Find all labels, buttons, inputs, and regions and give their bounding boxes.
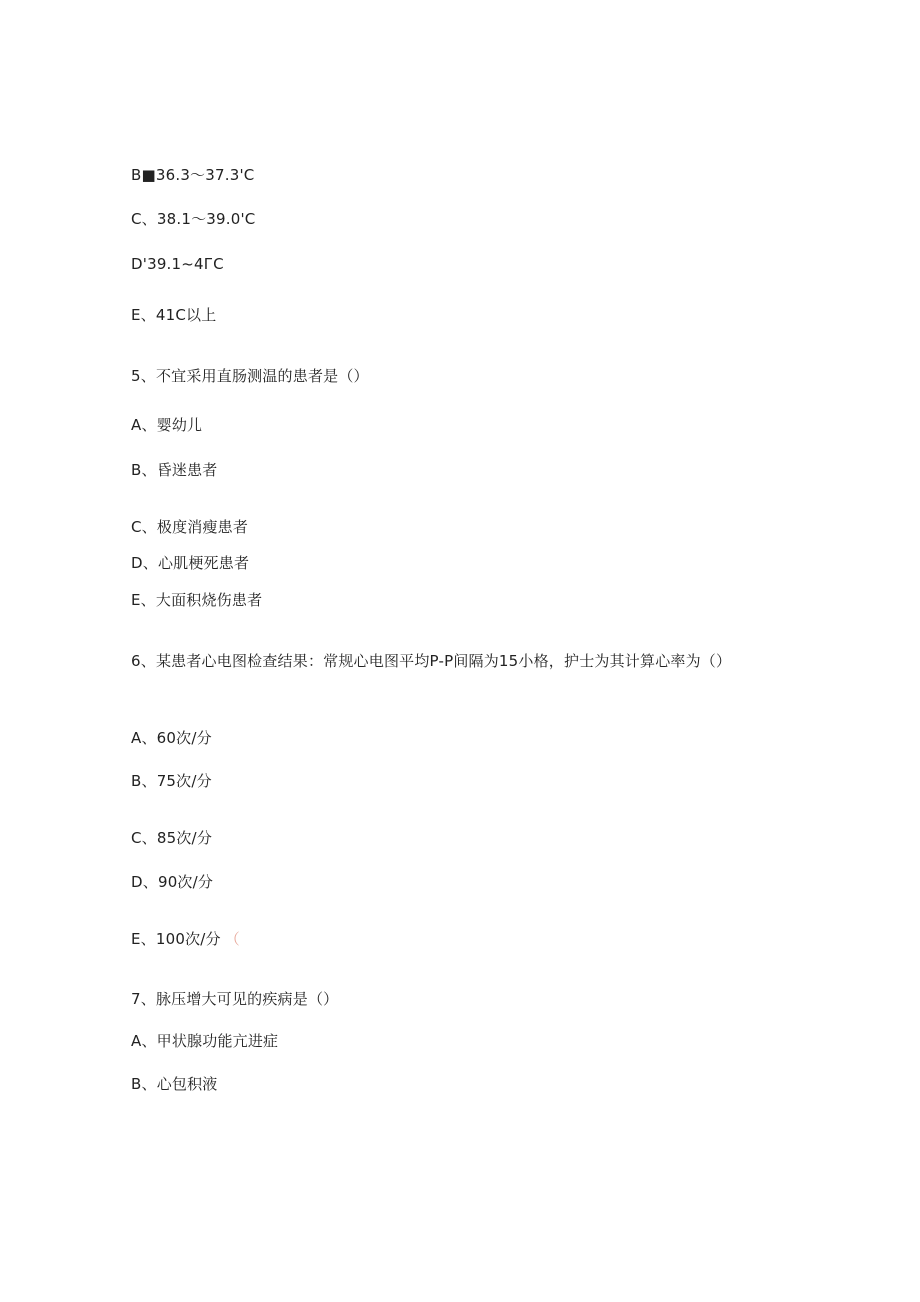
- q6-option-a: A、60次/分: [131, 729, 212, 747]
- q7-option-b: B、心包积液: [131, 1075, 218, 1093]
- question-7: 7、脉压增大可见的疾病是（）: [131, 990, 339, 1008]
- q5-option-a: A、婴幼儿: [131, 416, 203, 434]
- q6-option-e: [131, 929, 240, 949]
- q4-option-d: D'39.1~4ГC: [131, 255, 224, 273]
- q7-option-a: A、甲状腺功能亢进症: [131, 1032, 279, 1050]
- q5-option-d: D、心肌梗死患者: [131, 554, 250, 572]
- q6-option-c: C、85次/分: [131, 829, 213, 847]
- question-5: 5、不宜采用直肠测温的患者是（）: [131, 367, 369, 385]
- q6-option-d: D、90次/分: [131, 873, 214, 891]
- q6-option-b: B、75次/分: [131, 772, 212, 790]
- q5-option-c: C、极度消瘦患者: [131, 518, 249, 536]
- q4-option-b: B■36.3～37.3'C: [131, 166, 255, 184]
- q4-option-e: E、41C以上: [131, 306, 217, 324]
- stray-mark: （: [224, 930, 240, 948]
- q5-option-b: B、昏迷患者: [131, 461, 218, 479]
- q6-option-e-text: E、100次/分: [131, 930, 221, 948]
- question-6: 6、某患者心电图检查结果：常规心电图平均P-P间隔为15小格，护士为其计算心率为（）: [131, 652, 732, 670]
- q5-option-e: E、大面积烧伤患者: [131, 591, 263, 609]
- q4-option-c: C、38.1～39.0'C: [131, 210, 256, 228]
